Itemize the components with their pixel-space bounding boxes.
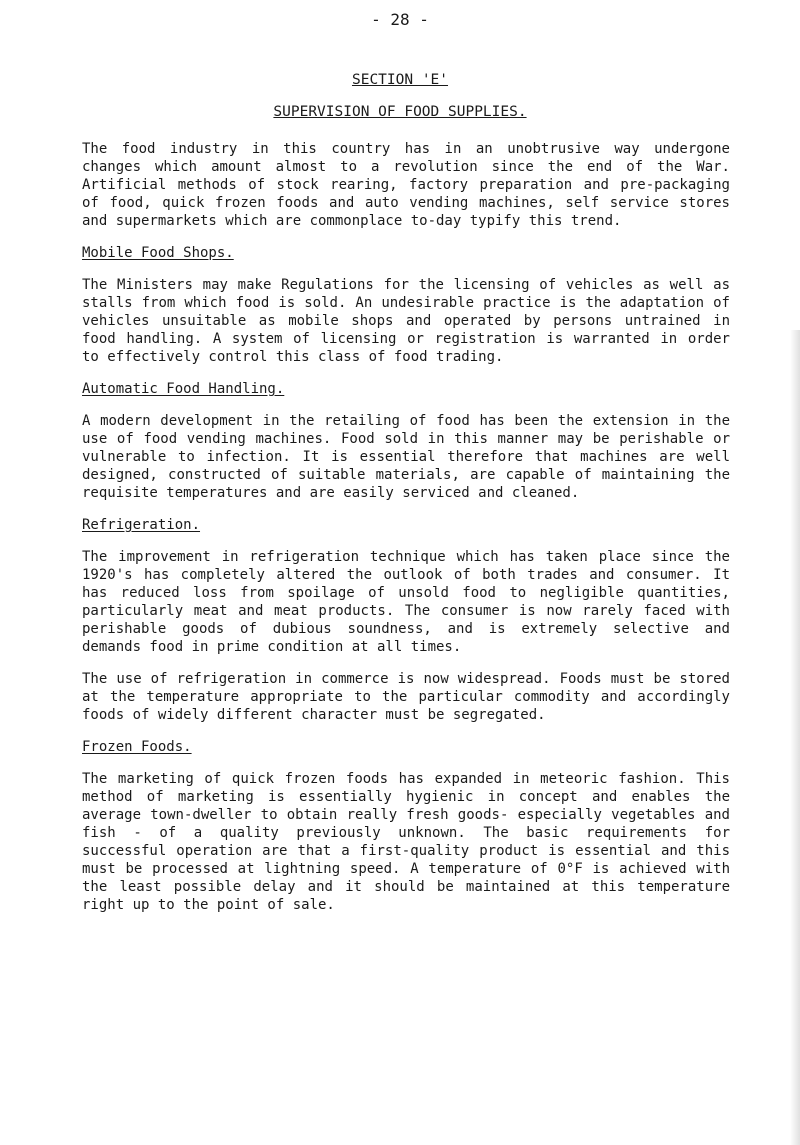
section-paragraph: The improvement in refrigeration technique which has taken place since the 1920's has completely altered the outlook of both trades and consumer. It has reduced loss from spoilage of unsold food to negligible quantities, particularly meat and meat products. The consumer is now rarely faced with perishable goods of dubious soundness, and is extremely selective and demands food in prime condition at all times.	[82, 549, 730, 655]
section-mobile-food-shops	[82, 244, 730, 366]
intro-paragraph: The food industry in this country has in an unobtrusive way undergone changes which amount almost to a revolution since the end of the War. Artificial methods of stock rearing, factory preparation and pre-packaging of food, quick frozen foods and auto vending machines, self service stores and supermarkets which are commonplace to-day typify this trend.	[82, 141, 730, 229]
section-refrigeration	[82, 516, 730, 724]
section-title: SECTION 'E'	[351, 72, 449, 88]
section-heading: Automatic Food Handling.	[82, 381, 285, 397]
scan-edge-shadow	[790, 330, 800, 1145]
section-paragraph: The Ministers may make Regulations for the licensing of vehicles as well as stalls from which food is sold. An undesirable practice is the adaptation of vehicles unsuitable as mobile shops and operated by persons untrained in food handling. A system of licensing or registration is warranted in order to effectively control this class of food trading.	[82, 277, 730, 365]
section-heading: Mobile Food Shops.	[82, 245, 234, 261]
section-heading: Frozen Foods.	[82, 739, 192, 755]
section-automatic-food-handling	[82, 380, 730, 502]
document-body	[82, 140, 730, 928]
section-paragraph: A modern development in the retailing of food has been the extension in the use of food vending machines. Food sold in this manner may be perishable or vulnerable to infection. It is essential therefore that machines are well designed, constructed of suitable materials, are capable of maintaining the requisite temperatures and are easily serviced and cleaned.	[82, 413, 730, 501]
section-subtitle: SUPERVISION OF FOOD SUPPLIES.	[273, 104, 527, 120]
section-paragraph: The marketing of quick frozen foods has expanded in meteoric fashion. This method of marketing is essentially hygienic in concept and enables the average town-dweller to obtain really fresh goods- especially vegetables and fish - of a quality previously unknown. The basic requirements for successful operation are that a first-quality product is essential and this must be processed at lightning speed. A temperature of 0°F is achieved with the least possible delay and it should be maintained at this temperature right up to the point of sale.	[82, 771, 730, 913]
section-frozen-foods	[82, 738, 730, 914]
page-number: - 28 -	[371, 10, 429, 29]
section-paragraph: The use of refrigeration in commerce is now widespread. Foods must be stored at the temperature appropriate to the particular commodity and accordingly foods of widely different character must be segregated.	[82, 671, 730, 723]
section-heading: Refrigeration.	[82, 517, 201, 533]
